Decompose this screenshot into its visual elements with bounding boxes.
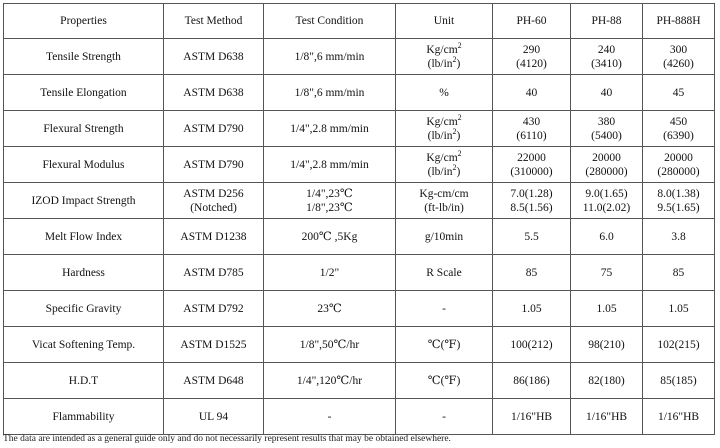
unit-cell-line: -: [442, 302, 446, 315]
ph-88-value-line: 6.0: [599, 230, 614, 243]
unit-cell-line: (ft-lb/in): [424, 201, 464, 214]
table-row: [4, 39, 715, 75]
ph-888h-value-line: 9.5(1.65): [657, 201, 700, 214]
ph-60-value: [493, 327, 571, 363]
property-cell-line: IZOD Impact Strength: [31, 194, 136, 207]
test-method-cell-line: ASTM D648: [183, 374, 244, 387]
ph-888h-value: [643, 75, 715, 111]
table-row: [4, 111, 715, 147]
test-condition-cell: [264, 219, 396, 255]
ph-60-value-line: (4120): [516, 57, 547, 70]
ph-88-value: [571, 39, 643, 75]
ph-60-value: [493, 39, 571, 75]
ph-888h-value: [643, 219, 715, 255]
property-cell-line: Specific Gravity: [45, 302, 122, 315]
test-method-cell-line: ASTM D256: [183, 187, 244, 200]
test-condition-cell-line: 23℃: [317, 302, 342, 315]
ph-888h-value-line: (280000): [657, 165, 700, 178]
test-condition-cell: [264, 291, 396, 327]
ph-88-value-line: 9.0(1.65): [585, 187, 628, 200]
property-cell-line: Tensile Elongation: [40, 86, 127, 99]
header-test-condition: Test Condition: [264, 4, 396, 39]
ph-60-value-line: 430: [522, 115, 541, 128]
property-cell: [4, 39, 164, 75]
test-condition-cell-line: 1/2": [319, 266, 340, 279]
unit-line: [396, 54, 492, 71]
table-row: [4, 327, 715, 363]
ph-60-value: [493, 183, 571, 219]
ph-60-value-line: 86(186): [513, 374, 550, 387]
ph-88-value: [571, 147, 643, 183]
ph-888h-value-line: 8.0(1.38): [657, 187, 700, 200]
test-condition-cell: [264, 255, 396, 291]
ph-888h-value-line: (6390): [663, 129, 694, 142]
unit-text: Kg/cm: [426, 151, 458, 164]
ph-888h-value-line: 102(215): [657, 338, 700, 351]
table-row: [4, 147, 715, 183]
test-condition-cell-line: 1/8",6 mm/min: [294, 50, 365, 63]
ph-88-value-line: 98(210): [588, 338, 625, 351]
unit-cell: [396, 399, 493, 435]
ph-88-value-line: (3410): [591, 57, 622, 70]
ph-60-value-line: 100(212): [510, 338, 553, 351]
property-cell: [4, 327, 164, 363]
unit-text: (lb/in: [427, 165, 453, 178]
ph-88-value: [571, 327, 643, 363]
property-cell: [4, 399, 164, 435]
property-cell: [4, 363, 164, 399]
property-cell: [4, 219, 164, 255]
test-method-cell-line: ASTM D638: [183, 50, 244, 63]
property-cell-line: Flexural Strength: [43, 122, 124, 135]
unit-cell-line: Kg-cm/cm: [419, 187, 469, 200]
unit-cell: [396, 219, 493, 255]
ph-888h-value-line: 45: [672, 86, 685, 99]
ph-88-value-line: 1.05: [596, 302, 617, 315]
test-condition-cell: [264, 183, 396, 219]
unit-cell: [396, 183, 493, 219]
test-method-cell: [164, 327, 264, 363]
header-ph-88: PH-88: [571, 4, 643, 39]
property-cell: [4, 183, 164, 219]
test-condition-cell: [264, 111, 396, 147]
unit-line: [396, 162, 492, 179]
property-cell-line: Flammability: [52, 410, 115, 423]
ph-60-value-line: 290: [522, 43, 541, 56]
properties-table: [3, 3, 715, 435]
ph-88-value: [571, 291, 643, 327]
ph-88-value-line: 380: [597, 115, 616, 128]
ph-88-value-line: 240: [597, 43, 616, 56]
test-method-cell: [164, 219, 264, 255]
property-cell: [4, 291, 164, 327]
ph-888h-value: [643, 363, 715, 399]
ph-88-value: [571, 183, 643, 219]
test-method-cell-line: ASTM D1238: [180, 230, 247, 243]
unit-text: (lb/in: [427, 129, 453, 142]
test-method-cell-line: ASTM D790: [183, 122, 244, 135]
table-row: [4, 363, 715, 399]
table-row: [4, 291, 715, 327]
unit-text: (lb/in: [427, 57, 453, 70]
unit-cell: [396, 255, 493, 291]
test-condition-cell-line: 1/4",2.8 mm/min: [290, 122, 369, 135]
ph-888h-value-line: 1.05: [668, 302, 689, 315]
header-ph-888h: PH-888H: [643, 4, 715, 39]
unit-cell: [396, 291, 493, 327]
test-method-cell: [164, 255, 264, 291]
unit-cell: [396, 111, 493, 147]
ph-88-value-line: 20000: [592, 151, 621, 164]
unit-line: [396, 40, 492, 57]
unit-cell: [396, 147, 493, 183]
unit-text: Kg/cm: [426, 43, 458, 56]
header-properties: Properties: [4, 4, 164, 39]
unit-superscript: 2: [452, 162, 457, 172]
ph-60-value-line: 8.5(1.56): [510, 201, 553, 214]
ph-888h-value-line: 300: [669, 43, 688, 56]
unit-line: [396, 148, 492, 165]
test-method-cell-line: UL 94: [198, 410, 229, 423]
test-condition-cell: [264, 39, 396, 75]
ph-88-value: [571, 111, 643, 147]
unit-superscript: 2: [452, 54, 457, 64]
ph-88-value-line: (5400): [591, 129, 622, 142]
table-row: [4, 255, 715, 291]
test-method-cell-line: ASTM D785: [183, 266, 244, 279]
unit-cell-line: -: [442, 410, 446, 423]
test-method-cell: [164, 363, 264, 399]
test-condition-cell-line: 1/8",23℃: [306, 201, 353, 214]
test-method-cell: [164, 39, 264, 75]
ph-888h-value-line: 85: [672, 266, 685, 279]
ph-88-value: [571, 219, 643, 255]
test-condition-cell: [264, 75, 396, 111]
ph-888h-value: [643, 183, 715, 219]
unit-text: ): [456, 165, 461, 178]
test-method-cell-line: ASTM D638: [183, 86, 244, 99]
ph-88-value-line: 82(180): [588, 374, 625, 387]
ph-88-value: [571, 399, 643, 435]
ph-60-value: [493, 255, 571, 291]
unit-cell-line: %: [439, 86, 449, 99]
unit-superscript: 2: [457, 112, 462, 122]
test-method-cell: [164, 291, 264, 327]
ph-60-value-line: 22000: [517, 151, 546, 164]
ph-60-value: [493, 111, 571, 147]
table-body: [4, 39, 715, 435]
ph-60-value-line: (310000): [510, 165, 553, 178]
ph-88-value-line: 1/16"HB: [585, 410, 628, 423]
property-cell: [4, 75, 164, 111]
test-method-cell-line: ASTM D792: [183, 302, 244, 315]
test-condition-cell: [264, 363, 396, 399]
unit-superscript: 2: [457, 148, 462, 158]
ph-60-value: [493, 399, 571, 435]
ph-888h-value: [643, 327, 715, 363]
unit-cell: [396, 75, 493, 111]
ph-888h-value-line: 85(185): [660, 374, 697, 387]
ph-88-value: [571, 75, 643, 111]
unit-line: [396, 112, 492, 129]
table-row: [4, 219, 715, 255]
test-condition-cell-line: 1/4",120℃/hr: [296, 374, 363, 387]
ph-60-value-line: (6110): [516, 129, 547, 142]
ph-888h-value-line: (4260): [663, 57, 694, 70]
test-condition-cell-line: 1/4",2.8 mm/min: [290, 158, 369, 171]
unit-superscript: 2: [452, 126, 457, 136]
unit-cell: [396, 363, 493, 399]
ph-88-value-line: 11.0(2.02): [582, 201, 631, 214]
unit-line: [396, 126, 492, 143]
header-row: [4, 4, 715, 39]
unit-text: ): [456, 57, 461, 70]
properties-table-container: [3, 3, 715, 435]
unit-superscript: 2: [457, 40, 462, 50]
test-method-cell: [164, 147, 264, 183]
footnote: The data are intended as a general guide only and do not necessarily represent results that may be obtained elsewhere.: [3, 434, 451, 444]
test-condition-cell-line: 200℃ ,5Kg: [301, 230, 358, 243]
ph-888h-value: [643, 147, 715, 183]
property-cell-line: Hardness: [62, 266, 105, 279]
ph-60-value: [493, 75, 571, 111]
test-condition-cell-line: 1/8",50℃/hr: [299, 338, 360, 351]
header-ph-60: PH-60: [493, 4, 571, 39]
ph-888h-value: [643, 255, 715, 291]
test-method-cell-line: ASTM D1525: [180, 338, 247, 351]
ph-60-value-line: 5.5: [524, 230, 539, 243]
property-cell: [4, 147, 164, 183]
ph-60-value-line: 1/16"HB: [510, 410, 553, 423]
test-method-cell-line: ASTM D790: [183, 158, 244, 171]
ph-60-value-line: 1.05: [521, 302, 542, 315]
property-cell: [4, 111, 164, 147]
table-row: [4, 399, 715, 435]
ph-88-value: [571, 363, 643, 399]
test-condition-cell-line: 1/8",6 mm/min: [294, 86, 365, 99]
property-cell-line: H.D.T: [68, 374, 99, 387]
ph-60-value: [493, 363, 571, 399]
ph-60-value-line: 40: [525, 86, 538, 99]
header-test-method: Test Method: [164, 4, 264, 39]
ph-888h-value: [643, 111, 715, 147]
property-cell-line: Tensile Strength: [46, 50, 121, 63]
ph-60-value: [493, 219, 571, 255]
ph-888h-value-line: 1/16"HB: [657, 410, 700, 423]
test-condition-cell-line: 1/4",23℃: [306, 187, 353, 200]
test-condition-cell: [264, 327, 396, 363]
test-method-cell: [164, 111, 264, 147]
ph-888h-value-line: 450: [669, 115, 688, 128]
ph-888h-value: [643, 291, 715, 327]
ph-60-value: [493, 147, 571, 183]
unit-cell: [396, 39, 493, 75]
ph-88-value-line: 40: [600, 86, 613, 99]
test-method-cell: [164, 399, 264, 435]
ph-888h-value: [643, 39, 715, 75]
table-row: [4, 75, 715, 111]
table-row: [4, 183, 715, 219]
property-cell-line: Melt Flow Index: [44, 230, 123, 243]
test-method-cell-line: (Notched): [190, 201, 237, 214]
property-cell: [4, 255, 164, 291]
ph-60-value-line: 7.0(1.28): [510, 187, 553, 200]
property-cell-line: Flexural Modulus: [42, 158, 125, 171]
unit-cell-line: ℃(℉): [427, 374, 461, 387]
property-cell-line: Vicat Softening Temp.: [31, 338, 136, 351]
ph-60-value: [493, 291, 571, 327]
ph-888h-value: [643, 399, 715, 435]
ph-88-value-line: (280000): [585, 165, 628, 178]
header-unit: Unit: [396, 4, 493, 39]
test-condition-cell: [264, 399, 396, 435]
ph-88-value-line: 75: [600, 266, 613, 279]
unit-cell-line: ℃(℉): [427, 338, 461, 351]
ph-888h-value-line: 3.8: [671, 230, 686, 243]
test-method-cell: [164, 75, 264, 111]
ph-60-value-line: 85: [525, 266, 538, 279]
test-method-cell: [164, 183, 264, 219]
unit-text: ): [456, 129, 461, 142]
unit-cell-line: R Scale: [426, 266, 462, 279]
unit-cell: [396, 327, 493, 363]
unit-text: Kg/cm: [426, 115, 458, 128]
test-condition-cell: [264, 147, 396, 183]
ph-88-value: [571, 255, 643, 291]
test-condition-cell-line: -: [327, 410, 332, 423]
ph-888h-value-line: 20000: [664, 151, 693, 164]
unit-cell-line: g/10min: [424, 230, 464, 243]
